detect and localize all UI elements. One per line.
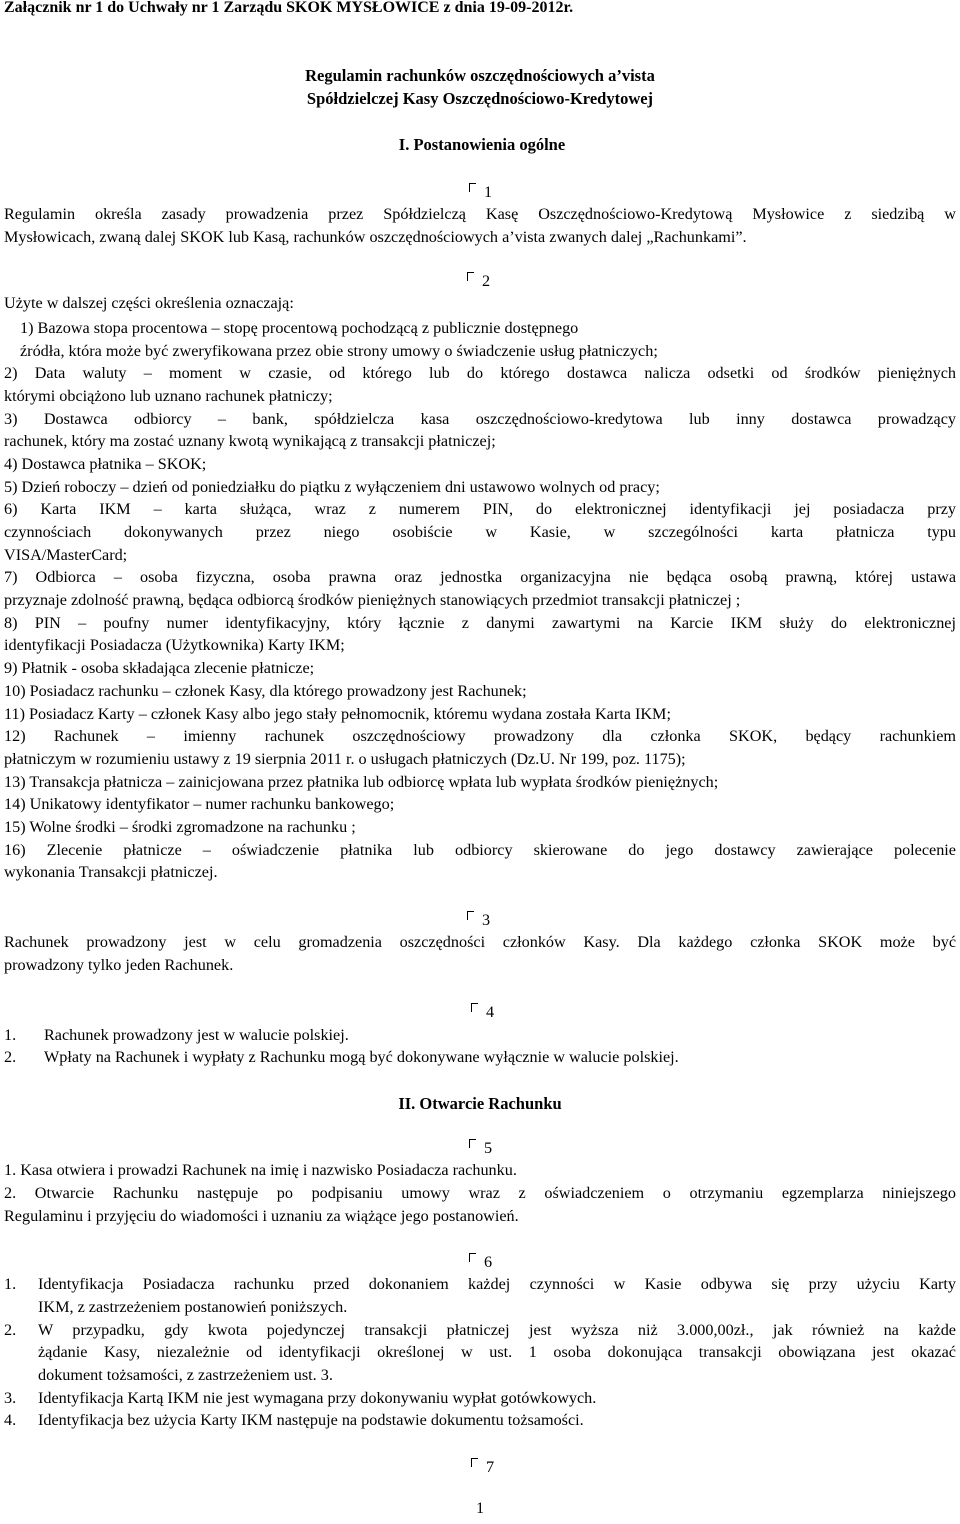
section-heading-general: I. Postanowienia ogólne [398,135,566,154]
list-item-line: W przypadku, gdy kwota pojedynczej transakcji płatniczej jest wyższa niż 3.000,00zł., jak również na każde [38,1321,956,1339]
paragraph-2-intro: Użyte w dalszej części określenia oznaczają: [4,294,294,312]
paragraph-3-number: 3 [482,911,491,929]
paragraph-6-heading [468,1251,492,1274]
title-line-1: Regulamin rachunków oszczędnościowych a’vista [305,66,655,85]
definition-line: VISA/MasterCard; [4,546,128,564]
paragraph-5-line: Regulaminu i przyjęciu do wiadomości i uznaniu za wiążące jego postanowień. [4,1207,519,1225]
list-item-line: Identyfikacja bez użycia Karty IKM następuje na podstawie dokumentu tożsamości. [38,1411,584,1429]
list-item-line: IKM, z zastrzeżeniem postanowień poniższych. [38,1298,348,1316]
paragraph-3-line: Rachunek prowadzony jest w celu gromadzenia oszczędności członków Kasy. Dla każdego członka SKOK może być [4,933,956,951]
definition-line: 14) Unikatowy identyfikator – numer rachunku bankowego; [4,795,395,813]
title-line-2: Spółdzielczej Kasy Oszczędnościowo-Kredytowej [306,89,654,108]
paragraph-3-heading [466,909,490,932]
header-note: Załącznik nr 1 do Uchwały nr 1 Zarządu SKOK MYSŁOWICE z dnia 19-09-2012r. [4,0,574,16]
definition-line: wykonania Transakcji płatniczej. [4,863,218,881]
definition-line: 16) Zlecenie płatnicze – oświadczenie płatnika lub odbiorcy skierowane do jego dostawcy zawierające polecenie [4,841,956,859]
definition-line: 4) Dostawca płatnika – SKOK; [4,455,207,473]
paragraph-1-line: Mysłowicach, zwaną dalej SKOK lub Kasą, rachunków oszczędnościowych a’vista zwanych dalej „Rachunkami”. [4,228,747,246]
list-item-number: 2. [4,1048,17,1066]
paragraph-3-line: prowadzony tylko jeden Rachunek. [4,956,234,974]
list-item-number: 3. [4,1389,17,1407]
paragraph-7-number: 7 [486,1458,495,1476]
list-item-line: żądanie Kasy, niezależnie od identyfikacji określonej w ust. 1 osoba dokonująca transakcji obowiązana jest okazać [38,1343,956,1361]
definition-line: rachunek, który ma zostać uznany kwotą wynikającą z transakcji płatniczej; [4,432,496,450]
definition-line: którymi obciążono lub uznano rachunek płatniczy; [4,387,333,405]
paragraph-4-heading [470,1001,494,1024]
definition-line: 15) Wolne środki – środki zgromadzone na rachunku ; [4,818,356,836]
definition-line: przyznaje zdolność prawną, będąca odbiorcą środków pieniężnych stanowiących przedmiot transakcji płatniczej ; [4,591,741,609]
definition-line: czynnościach dokonywanych przez niego osobiście w Kasie, w szczególności karta płatnicza typu [4,523,956,541]
definition-line: identyfikacji Posiadacza (Użytkownika) Karty IKM; [4,636,345,654]
definition-line: źródła, która może być zweryfikowana przez obie strony umowy o świadczenie usług płatniczych; [20,342,658,360]
list-item: Rachunek prowadzony jest w walucie polskiej. [44,1026,349,1044]
list-item-number: 1. [4,1026,17,1044]
paragraph-7-heading [470,1456,494,1479]
list-item-line: Identyfikacja Posiadacza rachunku przed dokonaniem każdej czynności w Kasie odbywa się przy użyciu Karty [38,1275,956,1293]
section-heading-opening: II. Otwarcie Rachunku [398,1094,562,1113]
paragraph-1-line: Regulamin określa zasady prowadzenia przez Spółdzielczą Kasę Oszczędnościowo-Kredytową Mysłowice z siedzibą w [4,205,956,223]
list-item-line: Identyfikacja Kartą IKM nie jest wymagana przy dokonywaniu wypłat gotówkowych. [38,1389,597,1407]
list-item: Wpłaty na Rachunek i wypłaty z Rachunku mogą być dokonywane wyłącznie w walucie polskiej. [44,1048,679,1066]
definition-line: 5) Dzień roboczy – dzień od poniedziałku do piątku z wyłączeniem dni ustawowo wolnych od pracy; [4,478,660,496]
paragraph-5-heading [468,1137,492,1160]
definition-line: 8) PIN – poufny numer identyfikacyjny, który łącznie z danymi zawartymi na Karcie IKM służy do elektronicznej [4,614,956,632]
page-number: 1 [475,1499,485,1517]
definition-line: 6) Karta IKM – karta służąca, wraz z numerem PIN, do elektronicznej identyfikacji jej posiadacza przy [4,500,956,518]
paragraph-5-number: 5 [484,1139,493,1157]
paragraph-6-number: 6 [484,1253,493,1271]
definition-line: 7) Odbiorca – osoba fizyczna, osoba prawna oraz jednostka organizacyjna nie będąca osobą prawną, której ustawa [4,568,956,586]
definition-line: 9) Płatnik - osoba składająca zlecenie płatnicze; [4,659,315,677]
list-item-number: 1. [4,1275,17,1293]
paragraph-5-line: 2. Otwarcie Rachunku następuje po podpisaniu umowy wraz z oświadczeniem o otrzymaniu egzemplarza niniejszego [4,1184,956,1202]
list-item-number: 4. [4,1411,17,1429]
definition-line: 2) Data waluty – moment w czasie, od którego lub do którego dostawca nalicza odsetki od środków pieniężnych [4,364,956,382]
list-item-line: dokument tożsamości, z zastrzeżeniem ust. 3. [38,1366,333,1384]
paragraph-4-number: 4 [486,1003,495,1021]
definition-line: płatniczym w rozumieniu ustawy z 19 sierpnia 2011 r. o usługach płatniczych (Dz.U. Nr 199, poz. 1175); [4,750,686,768]
list-item-number: 2. [4,1321,17,1339]
definition-line: 13) Transakcja płatnicza – zainicjowana przez płatnika lub odbiorcę wpłata lub wypłata środków pieniężnych; [4,773,719,791]
definition-line: 10) Posiadacz rachunku – członek Kasy, dla którego prowadzony jest Rachunek; [4,682,527,700]
paragraph-1-number: 1 [483,183,493,201]
paragraph-1-heading [0,181,960,204]
definition-line: 1) Bazowa stopa procentowa – stopę procentową pochodzącą z publicznie dostępnego [20,319,579,337]
definition-line: 12) Rachunek – imienny rachunek oszczędnościowy prowadzony dla członka SKOK, będący rachunkiem [4,727,956,745]
definition-line: 11) Posiadacz Karty – członek Kasy albo jego stały pełnomocnik, któremu wydana została Karta IKM; [4,705,671,723]
paragraph-2-heading [466,270,490,293]
paragraph-5-line: 1. Kasa otwiera i prowadzi Rachunek na imię i nazwisko Posiadacza rachunku. [4,1161,517,1179]
definition-line: 3) Dostawca odbiorcy – bank, spółdzielcza kasa oszczędnościowo-kredytowa lub inny dostawca prowadzący [4,410,956,428]
paragraph-2-number: 2 [482,272,491,290]
